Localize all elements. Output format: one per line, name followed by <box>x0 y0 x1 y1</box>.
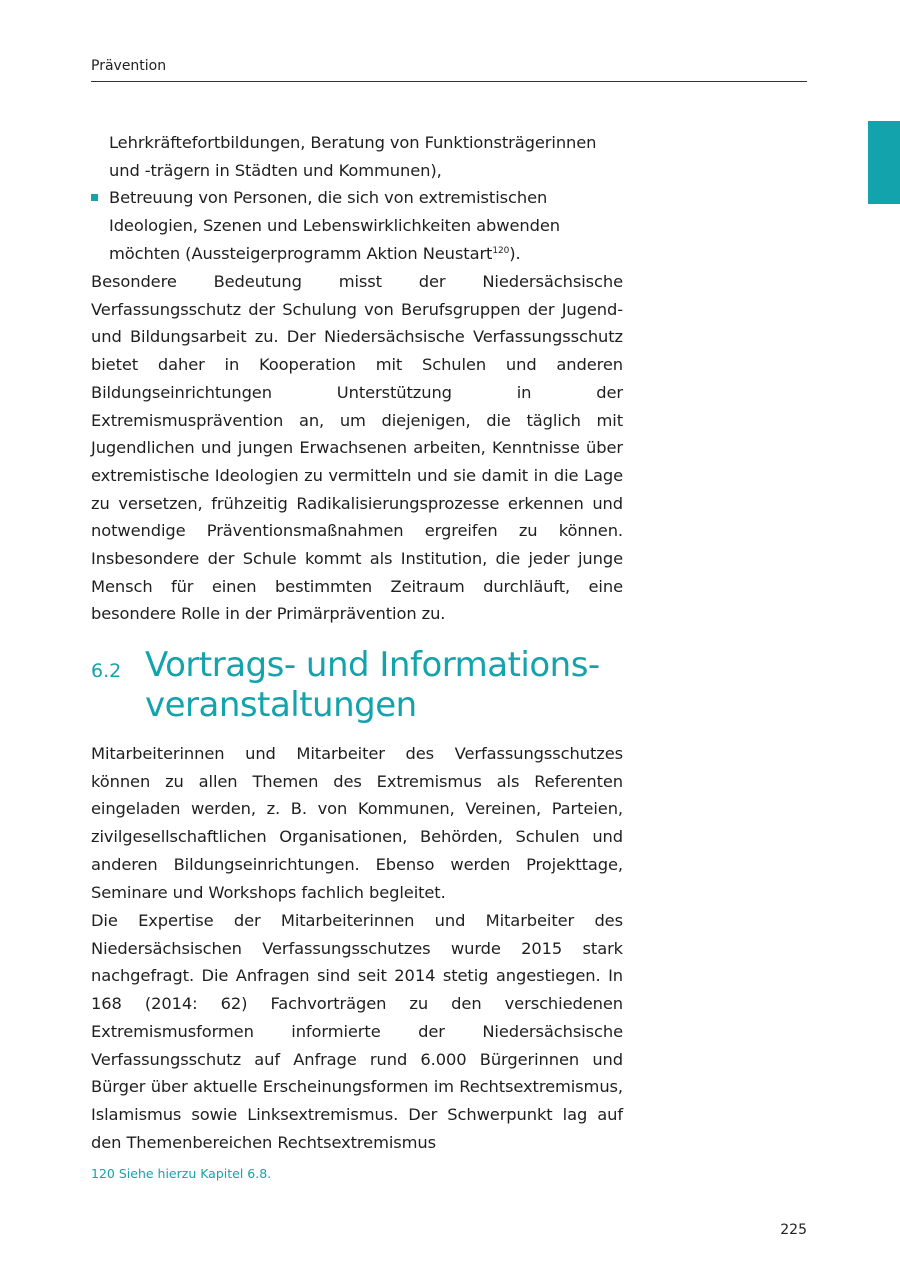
list-item <box>91 184 623 267</box>
square-bullet-icon <box>91 194 98 201</box>
running-head: Prävention <box>91 58 167 74</box>
section-heading-line-1: Vortrags- und Informations- <box>145 645 600 685</box>
section-number: 6.2 <box>91 660 122 682</box>
body-paragraph-3: Die Expertise der Mitarbeiterinnen und Mitarbeiter des Niedersächsischen Verfassungsschutzes wurde 2015 stark nachgefragt. Die Anfragen sind seit 2014 stetig angestiegen. In 168 (2014: 62) Fachvorträgen zu den verschiedenen Extremismusformen informierte der Niedersächsische Verfassungsschutz auf Anfrage rund 6.000 Bürgerinnen und Bürger über aktuelle Erscheinungsformen im Rechtsextremismus, Islamismus sowie Linksextremismus. Der Schwerpunkt lag auf den Themenbereichen Rechtsextremismus <box>91 911 623 1152</box>
bullet-list <box>91 129 623 268</box>
chapter-side-tab <box>868 121 900 204</box>
footnote <box>91 1166 271 1181</box>
header-rule <box>91 81 807 82</box>
section-heading-line-2: veranstaltungen <box>145 685 417 725</box>
body-paragraph-2: Mitarbeiterinnen und Mitarbeiter des Verfassungsschutzes können zu allen Themen des Extremismus als Referenten eingeladen werden, z. B. von Kommunen, Vereinen, Parteien, zivilgesellschaftlichen Organisationen, Behörden, Schulen und anderen Bildungseinrichtungen. Ebenso werden Projekttage, Seminare und Workshops fachlich begleitet. <box>91 744 623 902</box>
list-item-tail: ). <box>509 243 521 263</box>
footnote-text: Siehe hierzu Kapitel 6.8. <box>118 1166 272 1181</box>
body-paragraph-1: Besondere Bedeutung misst der Niedersächsische Verfassungsschutz der Schulung von Berufsgruppen der Jugend- und Bildungsarbeit zu. Der Niedersächsische Verfassungsschutz bietet daher in Kooperation mit Schulen und anderen Bildungseinrichtungen Unterstützung in der Extremismusprävention an, um diejenigen, die täglich mit Jugendlichen und jungen Erwachsenen arbeiten, Kenntnisse über extremistische Ideologien zu vermitteln und sie damit in die Lage zu versetzen, frühzeitig Radikalisierungsprozesse erkennen und notwendige Präventionsmaßnahmen ergreifen zu können. Insbesondere der Schule kommt als Institution, die jeder junge Mensch für einen bestimmten Zeitraum durchläuft, eine besondere Rolle in der Primärprävention zu. <box>91 272 623 624</box>
footnote-number: 120 <box>91 1166 115 1181</box>
list-item-text: Betreuung von Personen, die sich von extremistischen Ideologien, Szenen und Lebenswirklichkeiten abwenden möchten (Aussteigerprogramm Aktion Neustart <box>109 188 560 263</box>
page-number: 225 <box>780 1222 807 1238</box>
section-heading <box>145 645 665 725</box>
footnote-reference[interactable]: 120 <box>492 245 510 256</box>
list-item-continuation: Lehrkräftefortbildungen, Beratung von Funktionsträgerinnen und -trägern in Städten und Kommunen), <box>109 133 597 180</box>
